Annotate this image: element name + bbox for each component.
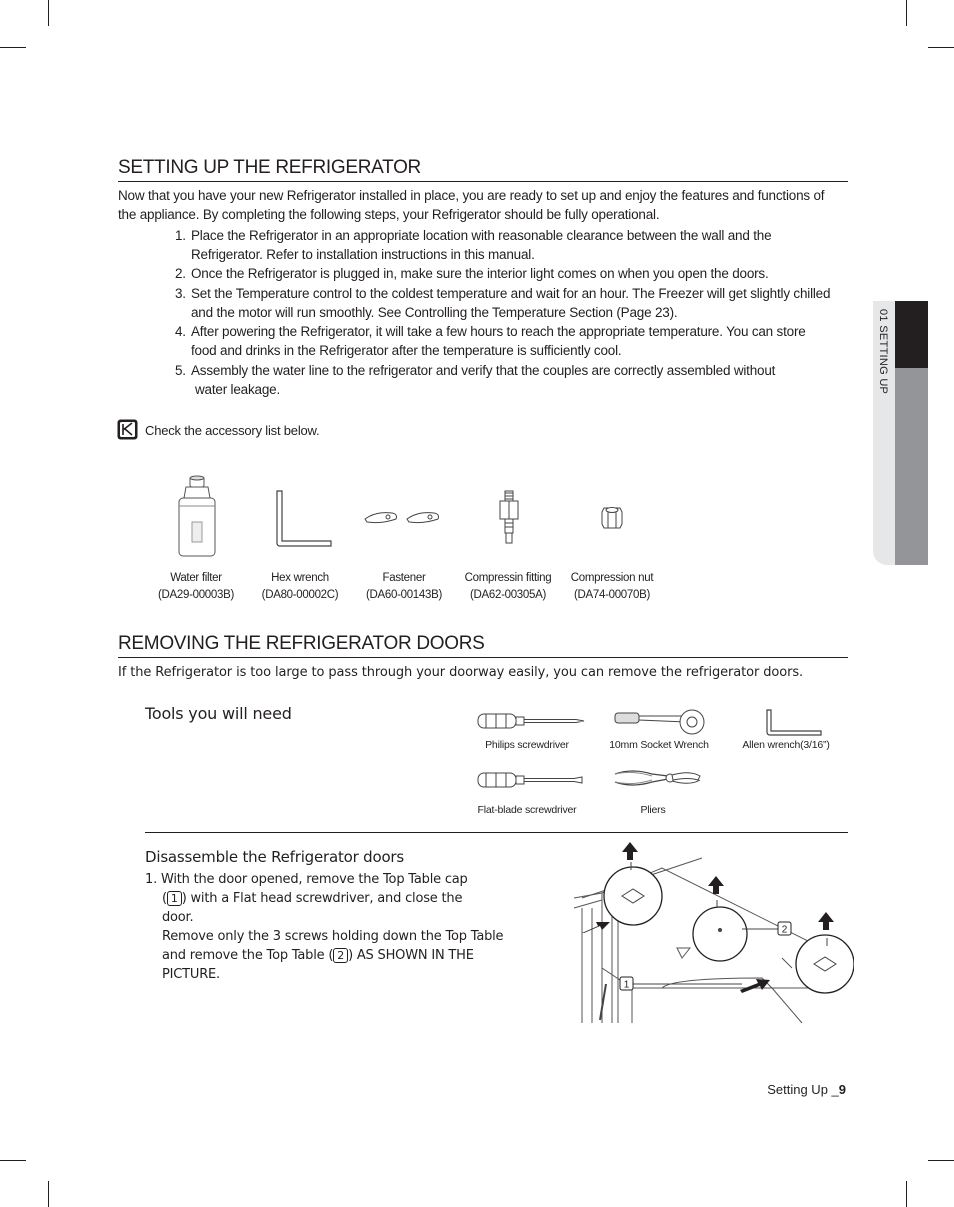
callout-badge: 1: [167, 891, 182, 906]
accessory-label: [250, 570, 350, 604]
hex-wrench-icon: [274, 488, 334, 548]
accessory-name: Water filter: [170, 572, 222, 584]
crop-mark: [48, 0, 49, 26]
crop-mark: [928, 47, 954, 48]
list-item: [175, 322, 855, 362]
fastener-icon: [362, 507, 444, 527]
step-text: With the door opened, remove the Top Table cap: [160, 872, 468, 887]
divider: [145, 832, 848, 833]
step-text: (: [162, 891, 167, 906]
step-number: 4.: [175, 324, 186, 339]
step-text: Refrigerator. Refer to installation instructions in this manual.: [191, 247, 535, 262]
intro-line: the appliance. By completing the following steps, your Refrigerator should be fully operational.: [118, 207, 660, 222]
accessory-name: Compressin fitting: [464, 572, 552, 584]
note-text: Check the accessory list below.: [145, 423, 320, 438]
list-item: [175, 264, 855, 284]
side-tab-active: [895, 301, 928, 368]
accessory-label: [146, 570, 246, 604]
step-text: ) AS SHOWN IN THE: [348, 948, 474, 963]
callout-badge: 2: [333, 948, 348, 963]
step-text: and remove the Top Table (: [162, 948, 334, 963]
accessory-code: (DA74-00070B): [573, 589, 650, 601]
accessory-label: [458, 570, 558, 604]
step-text: Set the Temperature control to the coldest temperature and wait for an hour. The Freezer will get slightly chilled: [191, 286, 831, 301]
flat-blade-screwdriver-icon: [476, 770, 586, 790]
crop-mark: [0, 47, 26, 48]
removing-intro: If the Refrigerator is too large to pass through your doorway easily, you can remove the refrigerator doors.: [118, 665, 804, 680]
crop-mark: [0, 1160, 26, 1161]
crop-mark: [928, 1160, 954, 1161]
step-number: 1.: [145, 872, 158, 887]
accessory-code: (DA62-00305A): [469, 589, 546, 601]
diagram-callout-1: 1: [623, 979, 630, 991]
compression-nut-icon: [600, 504, 624, 530]
tool-label: Allen wrench(3/16”): [742, 739, 830, 751]
compression-fitting-icon: [497, 489, 521, 545]
step-number: 5.: [175, 363, 186, 378]
side-tab-inactive: [895, 368, 928, 565]
page-number: 9: [838, 1082, 846, 1097]
diagram-callout-2: 2: [781, 924, 788, 936]
step-text: PICTURE.: [162, 967, 220, 982]
crop-mark: [906, 1181, 907, 1207]
tool-label: Philips screwdriver: [485, 739, 569, 751]
section-heading-setup: SETTING UP THE REFRIGERATOR: [118, 157, 848, 182]
step-text: water leakage.: [195, 382, 281, 397]
disassemble-step: [145, 870, 525, 984]
footer-section: Setting Up _: [767, 1082, 839, 1097]
accessory-code: (DA29-00003B): [157, 589, 234, 601]
step-text: ) with a Flat head screwdriver, and close the: [181, 891, 463, 906]
step-text: Remove only the 3 screws holding down the Top Table: [162, 929, 504, 944]
list-item: [175, 284, 855, 324]
side-tab-label: 01 SETTING UP: [877, 309, 889, 395]
step-text: After powering the Refrigerator, it will take a few hours to reach the appropriate temperature. You can store: [191, 324, 806, 339]
step-number: 2.: [175, 266, 186, 281]
page-footer: [767, 1082, 846, 1097]
step-text: Place the Refrigerator in an appropriate location with reasonable clearance between the wall and the: [191, 228, 772, 243]
tool-label: 10mm Socket Wrench: [609, 739, 709, 751]
pliers-icon: [612, 766, 704, 790]
allen-wrench-icon: [764, 708, 824, 738]
accessory-name: Hex wrench: [271, 572, 329, 584]
tools-heading: Tools you will need: [145, 704, 292, 723]
philips-screwdriver-icon: [476, 711, 586, 731]
section-heading-removing: REMOVING THE REFRIGERATOR DOORS: [118, 633, 848, 658]
list-item: [175, 361, 855, 401]
note-icon: [117, 419, 138, 440]
step-number: 3.: [175, 286, 186, 301]
step-text: food and drinks in the Refrigerator after the temperature is sufficiently cool.: [191, 343, 622, 358]
door-removal-diagram: [572, 838, 854, 1026]
step-text: Assembly the water line to the refrigerator and verify that the couples are correctly assembled without: [191, 363, 776, 378]
step-text: and the motor will run smoothly. See Controlling the Temperature Section (Page 23).: [191, 305, 678, 320]
step-number: 1.: [175, 228, 186, 243]
list-item: [175, 226, 855, 266]
tool-label: Flat-blade screwdriver: [477, 804, 577, 816]
accessory-label: [562, 570, 662, 604]
tool-label: Pliers: [640, 804, 666, 816]
socket-wrench-icon: [612, 708, 708, 736]
step-text: Once the Refrigerator is plugged in, make sure the interior light comes on when you open the doors.: [191, 266, 769, 281]
intro-line: Now that you have your new Refrigerator installed in place, you are ready to set up and enjoy the features and functions of: [118, 188, 825, 203]
accessory-name: Compression nut: [570, 572, 654, 584]
disassemble-heading: Disassemble the Refrigerator doors: [145, 848, 405, 866]
step-text: door.: [162, 910, 194, 925]
accessory-code: (DA60-00143B): [365, 589, 442, 601]
crop-mark: [906, 0, 907, 26]
crop-mark: [48, 1181, 49, 1207]
accessory-name: Fastener: [382, 572, 426, 584]
accessory-label: [354, 570, 454, 604]
accessory-code: (DA80-00002C): [261, 589, 339, 601]
water-filter-icon: [176, 474, 218, 560]
